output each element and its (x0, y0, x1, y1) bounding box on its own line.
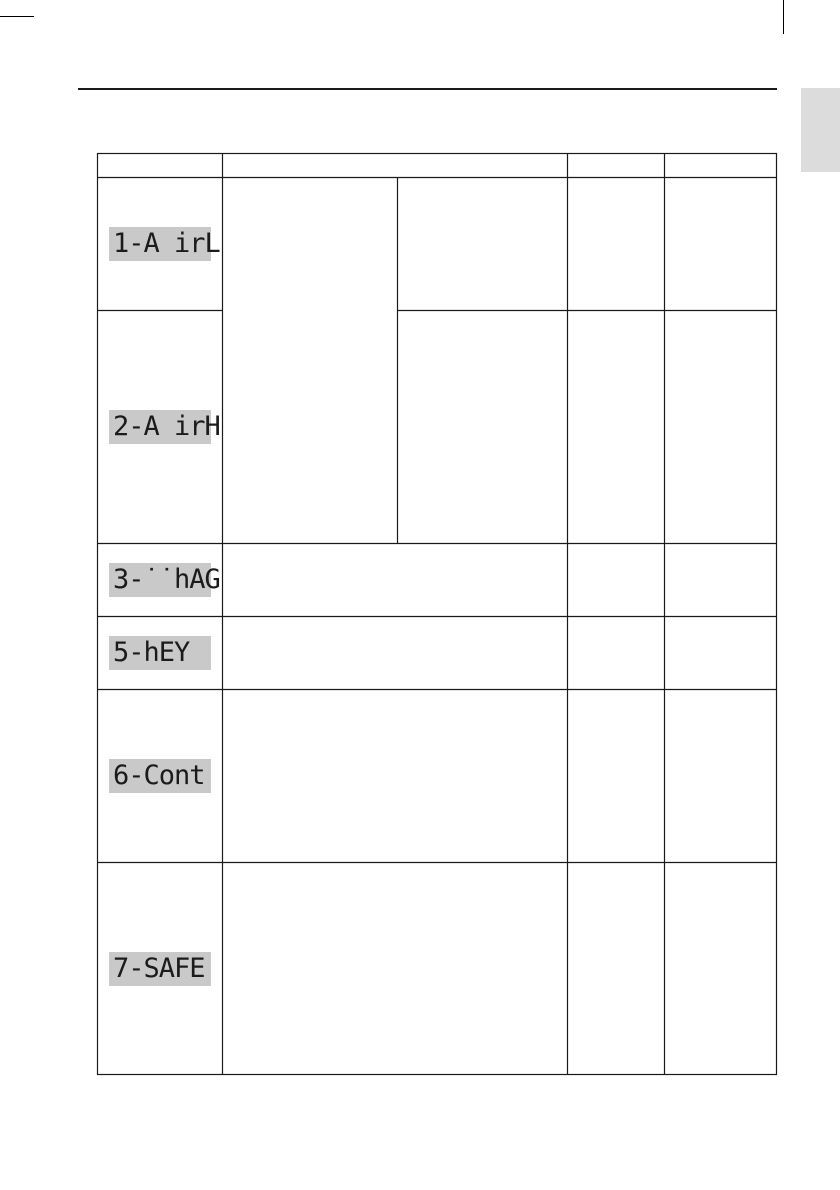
table-cell (568, 617, 664, 689)
table-row (98, 690, 222, 862)
lcd-display: 2-A irH (109, 410, 211, 444)
sub-description-cell (398, 311, 567, 543)
lcd-display: 1-A irL (109, 227, 211, 261)
sub-description-cell (398, 178, 567, 310)
description-cell (223, 690, 567, 862)
description-cell-air (223, 178, 397, 543)
table-row (98, 617, 222, 689)
table-cell (568, 544, 664, 616)
table-cell (665, 311, 776, 543)
description-cell (223, 863, 567, 1074)
table-cell (568, 690, 664, 862)
table-cell (568, 311, 664, 543)
table-cell (568, 178, 664, 310)
table-cell (665, 617, 776, 689)
table-row (98, 178, 222, 310)
lcd-display: 3-˙˙hAG (109, 563, 211, 597)
table-cell (665, 178, 776, 310)
table-cell (665, 863, 776, 1074)
header-cell-description (223, 154, 567, 177)
lcd-display: 7-SAFE (109, 952, 211, 986)
description-cell (223, 617, 567, 689)
table-cell (665, 690, 776, 862)
table-row (98, 311, 222, 543)
table-row (98, 863, 222, 1074)
header-cell-col3 (568, 154, 664, 177)
description-cell (223, 544, 567, 616)
table-row (98, 544, 222, 616)
table-cell (568, 863, 664, 1074)
lcd-display: 5-hEY (109, 636, 211, 670)
table-cell (665, 544, 776, 616)
lcd-display: 6-Cont (109, 759, 211, 793)
header-cell-display (98, 154, 222, 177)
header-cell-col4 (665, 154, 776, 177)
